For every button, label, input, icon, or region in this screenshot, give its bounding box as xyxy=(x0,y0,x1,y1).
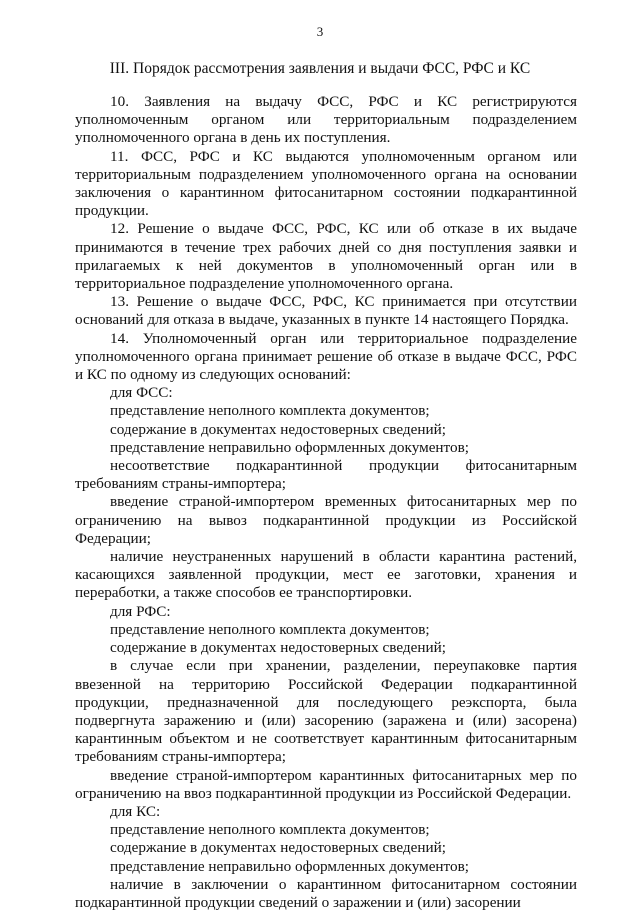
list-item: представление неправильно оформленных документов; xyxy=(110,857,469,875)
list-item: содержание в документах недостоверных сведений; xyxy=(110,420,446,438)
subheading-ks: для КС: xyxy=(110,802,161,820)
list-item: наличие неустраненных нарушений в области карантина растений, касающихся заявленной продукции, мест ее заготовки, хранения и переработки, а также способов ее транспортировки. xyxy=(75,548,577,602)
list-item: в случае если при хранении, разделении, переупаковке партия ввезенной на территорию Российской Федерации подкарантинной продукции, предназначенной для последующего реэкспорта, была подвергнута заражению и (или) засорению (заражена и (или) засорена) карантинным объектом и не соответствует карантинным фитосанитарным требованиям страны-импортера; xyxy=(75,657,577,766)
document-body xyxy=(75,93,577,912)
list-item: представление неполного комплекта документов; xyxy=(110,402,430,420)
list-item: несоответствие подкарантинной продукции фитосанитарным требованиям страны-импортера; xyxy=(75,457,577,493)
list-item: представление неполного комплекта документов; xyxy=(110,620,430,638)
list-item: введение страной-импортером временных фитосанитарных мер по ограничению на вывоз подкарантинной продукции из Российской Федерации; xyxy=(75,493,577,547)
list-item: содержание в документах недостоверных сведений; xyxy=(110,839,446,857)
page-number: 3 xyxy=(316,24,324,39)
subheading-fss: для ФСС: xyxy=(110,384,173,402)
paragraph-11: 11. ФСС, РФС и КС выдаются уполномоченным органом или территориальным подразделением уполномоченного органа на основании заключения о карантинном фитосанитарном состоянии подкарантинной продукции. xyxy=(75,147,577,220)
list-item: введение страной-импортером карантинных фитосанитарных мер по ограничению на ввоз подкарантинной продукции из Российской Федерации. xyxy=(75,766,577,802)
section-heading: III. Порядок рассмотрения заявления и выдачи ФСС, РФС и КС xyxy=(109,60,531,77)
subheading-rfs: для РФС: xyxy=(110,602,171,620)
list-item: представление неполного комплекта документов; xyxy=(110,821,430,839)
list-item: наличие в заключении о карантинном фитосанитарном состоянии подкарантинной продукции сведений о заражении и (или) засорении xyxy=(75,875,577,911)
paragraph-13: 13. Решение о выдаче ФСС, РФС, КС принимается при отсутствии оснований для отказа в выдаче, указанных в пункте 14 настоящего Порядка. xyxy=(75,293,577,329)
list-item: представление неправильно оформленных документов; xyxy=(110,438,469,456)
paragraph-14: 14. Уполномоченный орган или территориальное подразделение уполномоченного органа принимает решение об отказе в выдаче ФСС, РФС и КС по одному из следующих оснований: xyxy=(75,329,577,384)
list-item: содержание в документах недостоверных сведений; xyxy=(110,639,446,657)
paragraph-12: 12. Решение о выдаче ФСС, РФС, КС или об отказе в их выдаче принимаются в течение трех рабочих дней со дня поступления заявки и прилагаемых к ней документов в уполномоченный орган или в территориальное подразделение уполномоченного органа. xyxy=(75,220,577,293)
paragraph-10: 10. Заявления на выдачу ФСС, РФС и КС регистрируются уполномоченным органом или территориальным подразделением уполномоченного органа в день их поступления. xyxy=(75,93,577,147)
